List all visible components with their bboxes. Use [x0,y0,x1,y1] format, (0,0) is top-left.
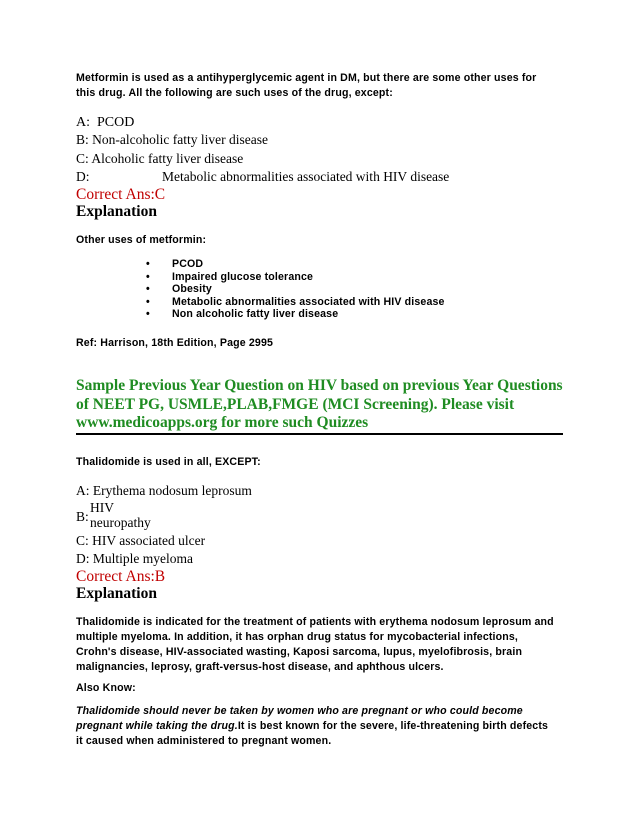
q2-option-c [76,533,205,549]
q1-option-d [76,169,450,185]
q2-option-d-text: Multiple myeloma [92,551,193,566]
q1-option-a [76,115,134,131]
bullet-icon: • [146,283,150,296]
q2-option-a-letter: A: [76,483,90,498]
q1-option-b [76,132,268,148]
q2-option-d [76,551,193,567]
q1-explanation-heading: Explanation [76,203,157,220]
q2-explanation-heading: Explanation [76,585,157,602]
q1-option-a-letter: A: [76,115,90,130]
q2-option-b-line1: HIV [90,500,114,515]
bullet-icon: • [146,295,150,308]
q2-explanation-text: Thalidomide is indicated for the treatment of patients with erythema nodosum leprosum and multiple myeloma. In addition, it has orphan drug status for mycobacterial infections, Crohn's disease, HIV-associated wasting, Kaposi sarcoma, lupus, myelofibrosis, brain malignancies, leprosy, graft-versus-host disease, and aphthous ulcers. [76,616,554,673]
list-item: • Impaired glucose tolerance [146,270,314,283]
q2-also-know-italic: Thalidomide should never be taken by women who are pregnant or who could become pregnant while taking the drug. [76,705,523,732]
q1-option-c [76,151,243,167]
q1-option-b-letter: B: [76,132,89,147]
q1-explanation-intro: Other uses of metformin: [76,234,207,246]
q1-option-a-text: PCOD [97,115,135,130]
q2-correct-answer: Correct Ans:B [76,568,166,585]
q1-correct-answer: Correct Ans:C [76,186,166,203]
q2-option-a [76,483,252,499]
section-divider [76,433,563,435]
q2-also-know-heading: Also Know: [76,682,136,694]
q2-option-b-letter: B: [76,509,89,524]
q2-option-c-text: HIV associated ulcer [92,533,206,548]
bullet-icon: • [146,258,150,270]
q2-option-b-line2: neuropathy [90,515,151,530]
q2-option-d-letter: D: [76,551,90,566]
list-item: • PCOD [146,258,204,270]
q2-also-know-rest: It is best known for the severe, life-threatening birth defects it caused when administered to pregnant women. [76,720,549,747]
q1-reference: Ref: Harrison, 18th Edition, Page 2995 [76,337,274,349]
bullet-icon: • [146,270,150,283]
q1-option-d-letter: D: [76,169,90,184]
q1-uses-list [146,258,445,321]
promo-text: Sample Previous Year Question on HIV based on previous Year Questions of NEET PG, USMLE,PLAB,FMGE (MCI Screening). Please visit www.medicoapps.org for more such Quizzes [76,377,563,431]
q2-option-c-letter: C: [76,533,89,548]
q2-stem: Thalidomide is used in all, EXCEPT: [76,456,261,468]
q1-stem: Metformin is used as a antihyperglycemic agent in DM, but there are some other uses for this drug. All the following are such uses of the drug, except: [76,72,537,99]
q1-option-c-letter: C: [76,151,89,166]
q1-option-b-text: Non-alcoholic fatty liver disease [92,132,268,147]
list-item: • Non alcoholic fatty liver disease [146,308,339,321]
list-item: • Metabolic abnormalities associated with HIV disease [146,295,445,308]
q1-option-c-text: Alcoholic fatty liver disease [91,151,244,166]
bullet-icon: • [146,308,150,321]
list-item: • Obesity [146,283,212,296]
q1-option-d-text: Metabolic abnormalities associated with HIV disease [162,169,450,184]
q2-also-know-text [76,704,556,749]
q2-option-a-text: Erythema nodosum leprosum [92,483,252,498]
